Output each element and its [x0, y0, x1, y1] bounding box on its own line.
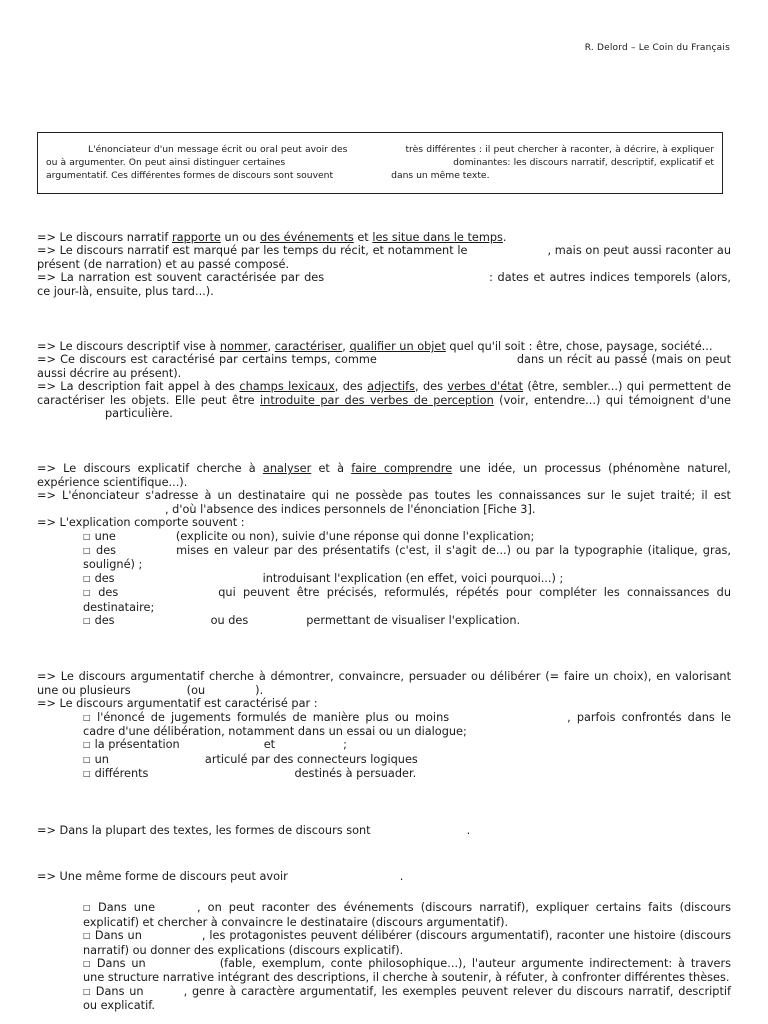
argumentatif-line-1: => Le discours argumentatif cherche à démontrer, convaincre, persuader ou délibérer (= faire un choix), en valorisant une ou plusieurs (ou ).	[37, 670, 731, 697]
list-item: □ différents destinés à persuader.	[83, 767, 417, 781]
explicatif-line-1: => Le discours explicatif cherche à analyser et à faire comprendre une idée, un processus (phénomène naturel, expérience scientifique...).	[37, 462, 731, 489]
descriptif-line-3: => La description fait appel à des champs lexicaux, des adjectifs, des verbes d'état (être, sembler...) qui permettent de caractériser les objets. Elle peut être introduite par des verbes de perception (voir, entendre...) qui témoignent d'uneparticulière.	[37, 380, 732, 421]
content	[37, 231, 731, 1013]
page-header: R. Delord – Le Coin du Français	[584, 43, 730, 53]
mix-line-2: => Une même forme de discours peut avoir .	[37, 870, 404, 883]
list-item: □ Dans une , on peut raconter des événements (discours narratif), expliquer certains faits (discours explicatif) et chercher à convaincre le destinataire (discours argumentatif).	[83, 901, 732, 929]
list-item: □ des qui peuvent être précisés, reformulés, répétés pour compléter les connaissances du destinataire;	[83, 586, 731, 614]
list-item: □ Dans un , les protagonistes peuvent délibérer (discours argumentatif), raconter une histoire (discours narratif) ou donner des explications (discours explicatif).	[83, 929, 731, 957]
list-item: □ des mises en valeur par des présentatifs (c'est, il s'agit de...) ou par la typographie (italique, gras, souligné) ;	[83, 543, 731, 572]
explicatif-line-2: => L'énonciateur s'adresse à un destinataire qui ne possède pas toutes les connaissances sur le sujet traité; il est , d'où l'absence des indices personnels de l'énonciation [Fiche 3].	[37, 489, 731, 516]
narratif-line-2: => Le discours narratif est marqué par les temps du récit, et notamment le , mais on peut aussi raconter au présent (de narration) et au passé composé.	[37, 244, 731, 271]
section-melange	[37, 824, 731, 1013]
section-narratif	[37, 231, 731, 298]
argumentatif-line-2: => Le discours argumentatif est caractérisé par :	[37, 697, 318, 711]
list-item: □ une (explicite ou non), suivie d'une réponse qui donne l'explication;	[83, 529, 535, 543]
list-item: □ un articulé par des connecteurs logiques	[83, 752, 418, 766]
list-item: □ la présentation et ;	[83, 738, 347, 752]
list-item: □ Dans un (fable, exemplum, conte philosophique...), l'auteur argumente indirectement: à travers une structure narrative intégrant des descriptions, il cherche à soutenir, à réfuter, à confronter différentes thèses.	[83, 957, 732, 985]
narratif-line-3: => La narration est souvent caractérisée par des : dates et autres indices temporels (alors, ce jour-là, ensuite, plus tard...).	[37, 271, 731, 298]
list-item: □ Dans un , genre à caractère argumentatif, les exemples peuvent relever du discours narratif, descriptif ou explicatif.	[83, 984, 731, 1013]
descriptif-line-1: => Le discours descriptif vise à nommer, caractériser, qualifier un objet quel qu'il soit : être, chose, paysage, société...	[37, 340, 713, 354]
list-item: □ des ou des permettant de visualiser l'explication.	[83, 613, 521, 627]
mix-line-1: => Dans la plupart des textes, les formes de discours sont .	[37, 823, 471, 837]
narratif-line-1: => Le discours narratif rapporte un ou des événements et les situe dans le temps.	[37, 231, 507, 244]
descriptif-line-2: => Ce discours est caractérisé par certains temps, comme dans un récit au passé (mais on peut aussi décrire au présent).	[37, 353, 732, 380]
section-explicatif	[37, 462, 731, 628]
section-descriptif	[37, 340, 731, 420]
list-item: □ des introduisant l'explication (en effet, voici pourquoi...) ;	[83, 571, 564, 585]
explicatif-line-3: => L'explication comporte souvent :	[37, 516, 245, 530]
section-argumentatif	[37, 670, 731, 781]
intro-box: L'énonciateur d'un message écrit ou oral peut avoir des très différentes : il peut chercher à raconter, à décrire, à expliquer ou à argumenter. On peut ainsi distinguer certaines dominantes: les discours narratif, descriptif, explicatif et argumentatif. Ces différentes formes de discours sont souvent dans un même texte.	[37, 132, 723, 194]
list-item: □ l'énoncé de jugements formulés de manière plus ou moins , parfois confrontés dans le cadre d'une délibération, notamment dans un essai ou un dialogue;	[83, 710, 732, 738]
